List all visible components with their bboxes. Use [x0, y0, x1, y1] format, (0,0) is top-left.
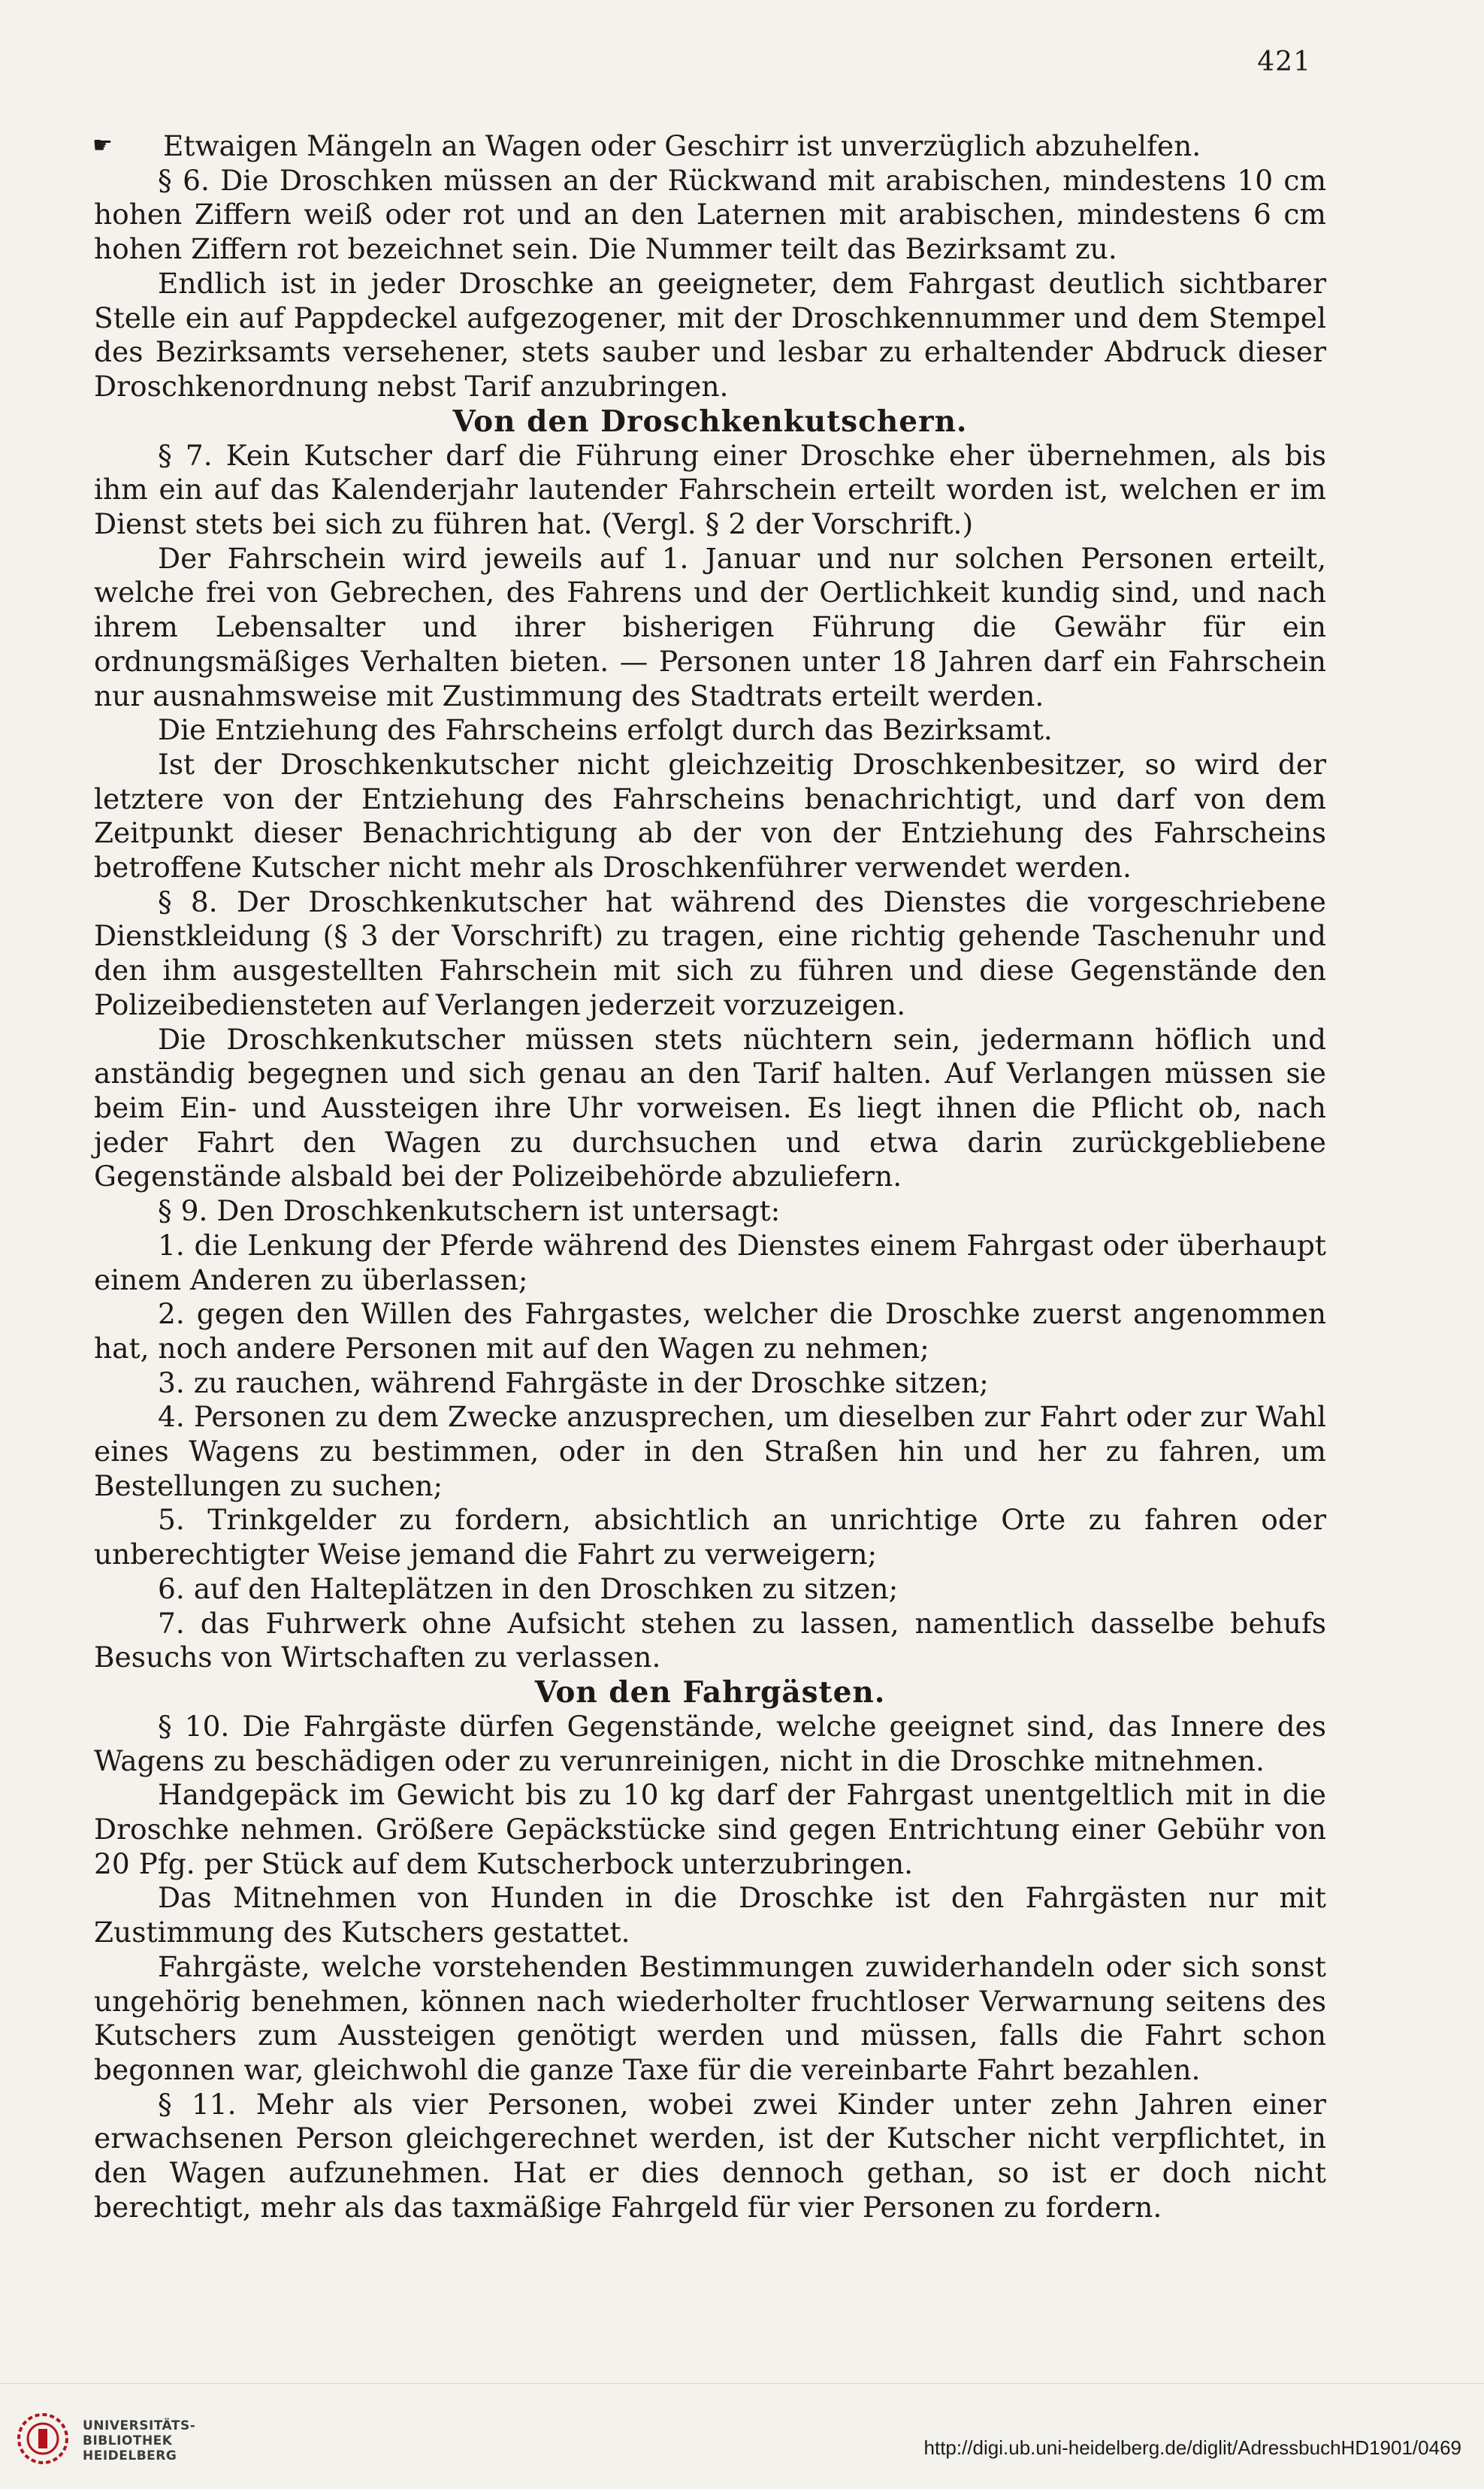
list-item: 2. gegen den Willen des Fahrgastes, welcher die Droschke zuerst angenommen hat, noch andere Personen mit auf den Wagen zu nehmen; — [94, 1297, 1326, 1365]
paragraph-section-9: § 9. Den Droschkenkutschern ist untersagt: — [158, 1194, 781, 1228]
paragraph-section-10: § 10. Die Fahrgäste dürfen Gegenstände, welche geeignet sind, das Innere des Wagens zu beschädigen oder zu verunreinigen, nicht in die Droschke mitnehmen. — [94, 1709, 1326, 1777]
paragraph: Ist der Droschkenkutscher nicht gleichzeitig Droschkenbesitzer, so wird der letztere von der Entziehung des Fahrscheins benachrichtigt, und darf von dem Zeitpunkt dieser Benachrichtigung ab der von der Entziehung des Fahrscheins betroffene Kutscher nicht mehr als Droschkenführer verwendet werden. — [94, 747, 1326, 885]
paragraph: Fahrgäste, welche vorstehenden Bestimmungen zuwiderhandeln oder sich sonst ungehörig benehmen, können nach wiederholter fruchtloser Verwarnung seitens des Kutschers zum Aussteigen genötigt werden und müssen, falls die Fahrt schon begonnen war, gleichwohl die ganze Taxe für die vereinbarte Fahrt bezahlen. — [94, 1949, 1326, 2086]
library-name — [83, 2418, 195, 2463]
library-line: HEIDELBERG — [83, 2448, 177, 2463]
list-item: 5. Trinkgelder zu fordern, absichtlich an unrichtige Orte zu fahren oder unberechtigter Weise jemand die Fahrt zu verweigern; — [94, 1503, 1326, 1571]
opening-paragraph-wrap — [94, 129, 1326, 164]
prohibition-list — [94, 1229, 1326, 1675]
paragraph: Die Droschkenkutscher müssen stets nüchtern sein, jedermann höflich und anständig begegnen und sich genau an den Tarif halten. Auf Verlangen müssen sie beim Ein- und Aussteigen ihre Uhr vorweisen. Es liegt ihnen die Pflicht ob, nach jeder Fahrt den Wagen zu durchsuchen und etwa darin zurückgebliebene Gegenstände alsbald bei der Polizeibehörde abzuliefern. — [94, 1022, 1326, 1193]
library-line: BIBLIOTHEK — [83, 2433, 173, 2448]
paragraph: Der Fahrschein wird jeweils auf 1. Januar und nur solchen Personen erteilt, welche frei von Gebrechen, des Fahrens und der Oertlichkeit kundig sind, und nach ihrem Lebensalter und ihrer bisherigen Führung die Gewähr für ein ordnungsmäßiges Verhalten bieten. — Personen unter 18 Jahren darf ein Fahrschein nur ausnahmsweise mit Zustimmung des Stadtrats erteilt werden. — [94, 541, 1326, 712]
section-heading-kutscher: Von den Droschkenkutschern. — [452, 404, 968, 439]
list-item: 4. Personen zu dem Zwecke anzusprechen, um dieselben zur Fahrt oder zur Wahl eines Wagens zu bestimmen, oder in den Straßen hin und her zu fahren, um Bestellungen zu suchen; — [94, 1400, 1326, 1502]
paragraph-section-11: § 11. Mehr als vier Personen, wobei zwei Kinder unter zehn Jahren einer erwachsenen Person gleichgerechnet werden, ist der Kutscher nicht verpflichtet, in den Wagen aufzunehmen. Hat er dies dennoch gethan, so ist er doch nicht berechtigt, mehr als das taxmäßige Fahrgeld für vier Personen zu fordern. — [94, 2087, 1326, 2224]
paragraph-section-7: § 7. Kein Kutscher darf die Führung einer Droschke eher übernehmen, als bis ihm ein auf das Kalenderjahr lautender Fahrschein erteilt worden ist, welchen er im Dienst stets bei sich zu führen hat. (Vergl. § 2 der Vorschrift.) — [94, 438, 1326, 541]
library-line: UNIVERSITÄTS- — [83, 2418, 196, 2433]
pointing-hand-icon: ☛ — [92, 132, 113, 159]
paragraph: Das Mitnehmen von Hunden in die Droschke ist den Fahrgästen nur mit Zustimmung des Kutschers gestattet. — [94, 1881, 1326, 1949]
paragraph-section-6: § 6. Die Droschken müssen an der Rückwand mit arabischen, mindestens 10 cm hohen Ziffern weiß oder rot und an den Laternen mit arabischen, mindestens 6 cm hohen Ziffern rot bezeichnet sein. Die Nummer teilt das Bezirksamt zu. — [94, 163, 1326, 266]
footer-bar — [0, 2383, 1484, 2489]
list-item: 7. das Fuhrwerk ohne Aufsicht stehen zu lassen, namentlich dasselbe behufs Besuchs von Wirtschaften zu verlassen. — [94, 1606, 1326, 1674]
document-body — [94, 129, 1326, 2224]
section-heading-fahrgaeste: Von den Fahrgästen. — [534, 1674, 886, 1710]
paragraph: Handgepäck im Gewicht bis zu 10 kg darf der Fahrgast unentgeltlich mit in die Droschke nehmen. Größere Gepäckstücke sind gegen Entrichtung einer Gebühr von 20 Pfg. per Stück auf dem Kutscherbock unterzubringen. — [94, 1778, 1326, 1880]
paragraph-section-8: § 8. Der Droschkenkutscher hat während des Dienstes die vorgeschriebene Dienstkleidung (§ 3 der Vorschrift) zu tragen, eine richtig gehende Taschenuhr und den ihm ausgestellten Fahrschein mit sich zu führen und diese Gegenstände den Polizeibediensteten auf Verlangen jederzeit vorzuzeigen. — [94, 885, 1326, 1021]
paragraph: Endlich ist in jeder Droschke an geeigneter, dem Fahrgast deutlich sichtbarer Stelle ein auf Pappdeckel aufgezogener, mit der Droschkennummer und dem Stempel des Bezirksamts versehener, stets sauber und lesbar zu erhaltender Abdruck dieser Droschkenordnung nebst Tarif anzubringen. — [94, 266, 1326, 403]
source-url-link[interactable]: http://digi.ub.uni-heidelberg.de/diglit/AdressbuchHD1901/0469 — [923, 2436, 1461, 2459]
paragraph: Die Entziehung des Fahrscheins erfolgt durch das Bezirksamt. — [158, 713, 1053, 747]
list-item: 1. die Lenkung der Pferde während des Dienstes einem Fahrgast oder überhaupt einem Anderen zu überlassen; — [94, 1228, 1326, 1296]
list-item: 6. auf den Halteplätzen in den Droschken zu sitzen; — [158, 1571, 899, 1605]
page-number: 421 — [1257, 47, 1311, 77]
university-seal-icon — [17, 2412, 69, 2465]
list-item: 3. zu rauchen, während Fahrgäste in der Droschke sitzen; — [158, 1365, 989, 1399]
paragraph: Etwaigen Mängeln an Wagen oder Geschirr ist unverzüglich abzuhelfen. — [163, 129, 1201, 162]
